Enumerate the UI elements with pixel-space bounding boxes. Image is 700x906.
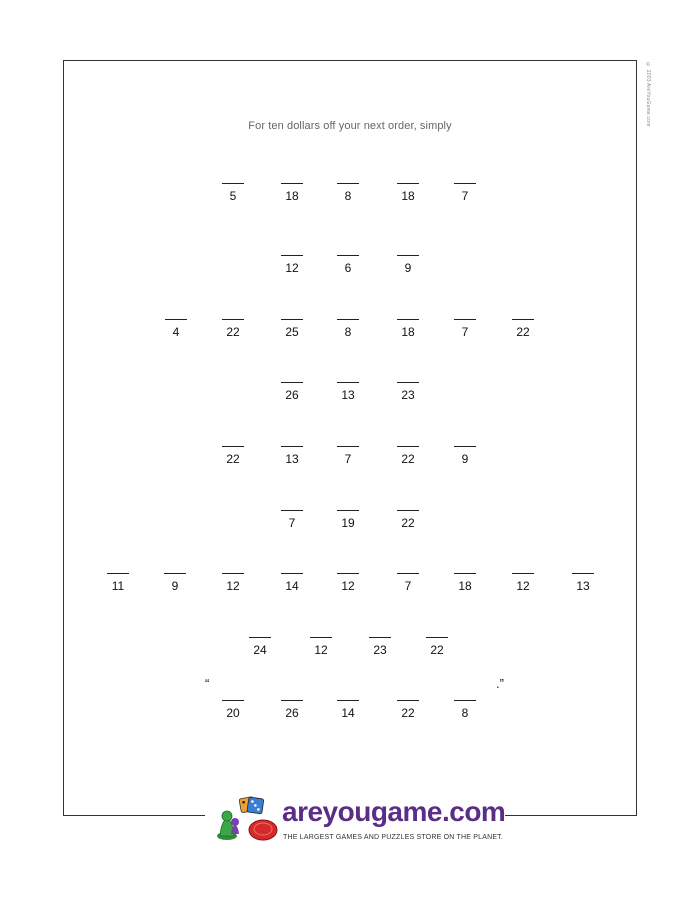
letter-blank[interactable] bbox=[454, 573, 476, 574]
cipher-number: 12 bbox=[314, 643, 328, 657]
cipher-number: 23 bbox=[401, 388, 415, 402]
cipher-number: 5 bbox=[229, 189, 237, 203]
letter-blank[interactable] bbox=[164, 573, 186, 574]
letter-blank[interactable] bbox=[281, 183, 303, 184]
letter-blank[interactable] bbox=[281, 382, 303, 383]
letter-blank[interactable] bbox=[454, 446, 476, 447]
cipher-number: 18 bbox=[401, 325, 415, 339]
cipher-number: 14 bbox=[285, 579, 299, 593]
cipher-number: 9 bbox=[404, 261, 412, 275]
cipher-number: 20 bbox=[226, 706, 240, 720]
cipher-number: 18 bbox=[401, 189, 415, 203]
letter-blank[interactable] bbox=[222, 573, 244, 574]
letter-blank[interactable] bbox=[249, 637, 271, 638]
cipher-number: 18 bbox=[285, 189, 299, 203]
cipher-number: 19 bbox=[341, 516, 355, 530]
page-border bbox=[63, 60, 637, 816]
cipher-number: 22 bbox=[430, 643, 444, 657]
letter-blank[interactable] bbox=[222, 183, 244, 184]
game-pieces-icon bbox=[205, 796, 281, 850]
letter-blank[interactable] bbox=[512, 573, 534, 574]
letter-blank[interactable] bbox=[454, 183, 476, 184]
copyright-notice: © 2003 AreYouGame.com bbox=[645, 62, 651, 127]
letter-blank[interactable] bbox=[454, 319, 476, 320]
letter-blank[interactable] bbox=[337, 446, 359, 447]
letter-blank[interactable] bbox=[337, 319, 359, 320]
cipher-number: 14 bbox=[341, 706, 355, 720]
cipher-number: 13 bbox=[576, 579, 590, 593]
letter-blank[interactable] bbox=[397, 573, 419, 574]
areyougame-logo[interactable] bbox=[205, 796, 505, 850]
cipher-number: 9 bbox=[171, 579, 179, 593]
cipher-number: 22 bbox=[401, 452, 415, 466]
cipher-number: 9 bbox=[461, 452, 469, 466]
cipher-number: 13 bbox=[285, 452, 299, 466]
cipher-number: 11 bbox=[111, 579, 125, 593]
letter-blank[interactable] bbox=[397, 700, 419, 701]
letter-blank[interactable] bbox=[222, 446, 244, 447]
cipher-number: 22 bbox=[226, 452, 240, 466]
cipher-number: 13 bbox=[341, 388, 355, 402]
letter-blank[interactable] bbox=[397, 319, 419, 320]
letter-blank[interactable] bbox=[337, 255, 359, 256]
letter-blank[interactable] bbox=[165, 319, 187, 320]
letter-blank[interactable] bbox=[281, 510, 303, 511]
letter-blank[interactable] bbox=[454, 700, 476, 701]
cipher-number: 4 bbox=[172, 325, 180, 339]
cipher-number: 18 bbox=[458, 579, 472, 593]
letter-blank[interactable] bbox=[337, 573, 359, 574]
letter-blank[interactable] bbox=[397, 255, 419, 256]
letter-blank[interactable] bbox=[281, 573, 303, 574]
cipher-number: 6 bbox=[344, 261, 352, 275]
cipher-number: 26 bbox=[285, 706, 299, 720]
cipher-number: 22 bbox=[516, 325, 530, 339]
letter-blank[interactable] bbox=[426, 637, 448, 638]
letter-blank[interactable] bbox=[512, 319, 534, 320]
letter-blank[interactable] bbox=[337, 183, 359, 184]
cipher-number: 22 bbox=[401, 516, 415, 530]
letter-blank[interactable] bbox=[397, 510, 419, 511]
cipher-number: 8 bbox=[344, 189, 352, 203]
instruction-text: For ten dollars off your next order, simply bbox=[248, 120, 452, 132]
letter-blank[interactable] bbox=[222, 319, 244, 320]
letter-blank[interactable] bbox=[337, 700, 359, 701]
tagline: THE LARGEST GAMES AND PUZZLES STORE ON THE PLANET. bbox=[283, 834, 504, 841]
letter-blank[interactable] bbox=[397, 446, 419, 447]
letter-blank[interactable] bbox=[337, 382, 359, 383]
letter-blank[interactable] bbox=[281, 255, 303, 256]
cipher-number: 22 bbox=[226, 325, 240, 339]
cipher-number: 7 bbox=[461, 189, 469, 203]
cipher-number: 22 bbox=[401, 706, 415, 720]
cipher-number: 8 bbox=[344, 325, 352, 339]
letter-blank[interactable] bbox=[107, 573, 129, 574]
letter-blank[interactable] bbox=[281, 700, 303, 701]
letter-blank[interactable] bbox=[222, 700, 244, 701]
letter-blank[interactable] bbox=[397, 382, 419, 383]
letter-blank[interactable] bbox=[281, 446, 303, 447]
cipher-number: 26 bbox=[285, 388, 299, 402]
cipher-number: 12 bbox=[285, 261, 299, 275]
cipher-number: 23 bbox=[373, 643, 387, 657]
cipher-number: 7 bbox=[288, 516, 296, 530]
cipher-number: 12 bbox=[226, 579, 240, 593]
letter-blank[interactable] bbox=[310, 637, 332, 638]
cipher-number: 24 bbox=[253, 643, 267, 657]
letter-blank[interactable] bbox=[337, 510, 359, 511]
cipher-number: 7 bbox=[404, 579, 412, 593]
open-quote: “ bbox=[205, 676, 210, 691]
close-quote: .” bbox=[496, 676, 504, 691]
cipher-number: 7 bbox=[461, 325, 469, 339]
letter-blank[interactable] bbox=[572, 573, 594, 574]
letter-blank[interactable] bbox=[281, 319, 303, 320]
cipher-number: 7 bbox=[344, 452, 352, 466]
site-name: areyougame.com bbox=[282, 796, 506, 827]
cipher-number: 12 bbox=[341, 579, 355, 593]
letter-blank[interactable] bbox=[397, 183, 419, 184]
cipher-number: 25 bbox=[285, 325, 299, 339]
letter-blank[interactable] bbox=[369, 637, 391, 638]
cipher-number: 8 bbox=[461, 706, 469, 720]
cipher-number: 12 bbox=[516, 579, 530, 593]
